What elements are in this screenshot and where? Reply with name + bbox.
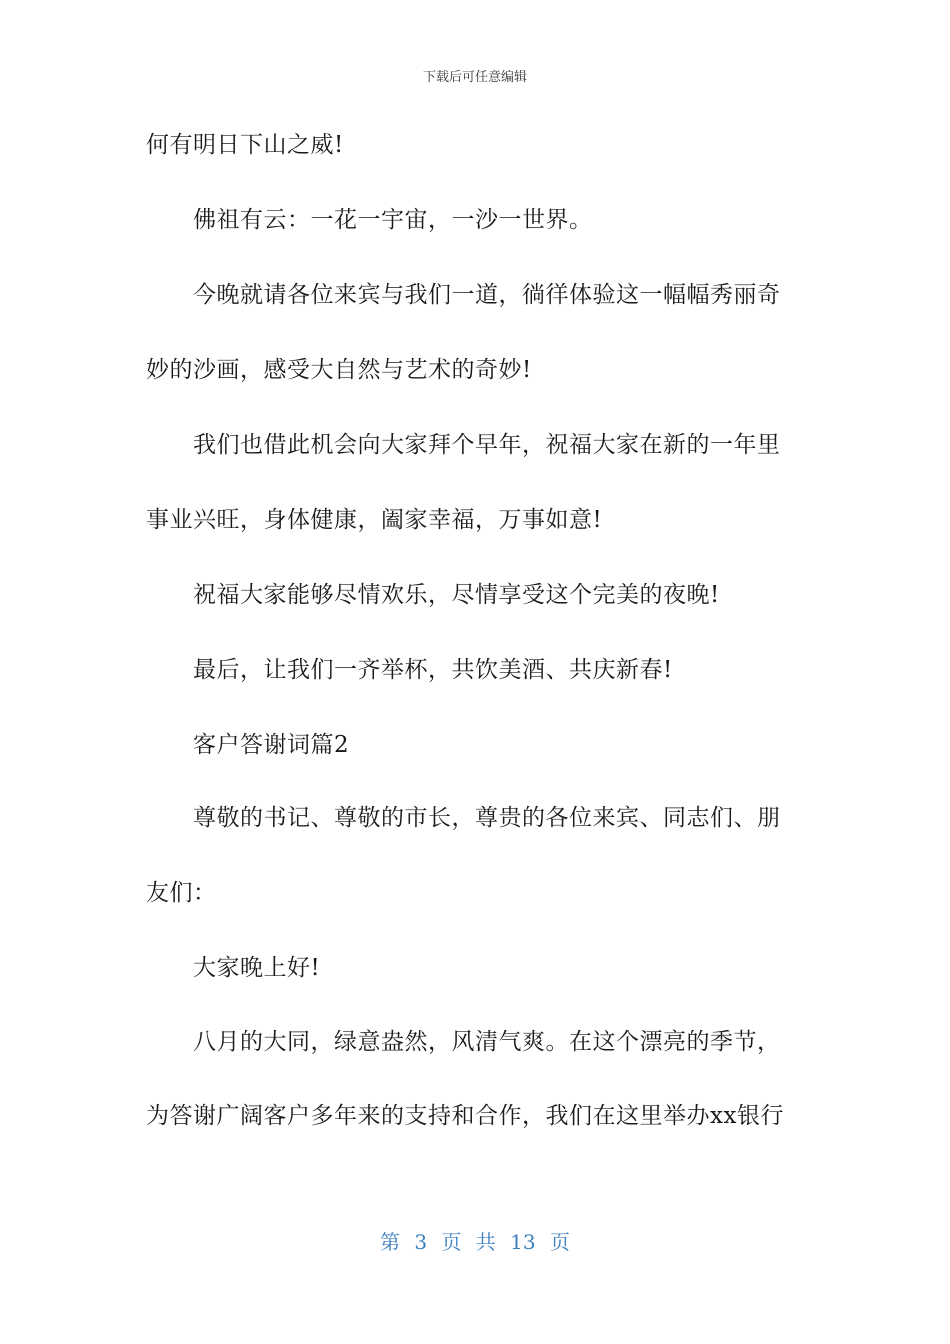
section-heading: 客户答谢词篇2: [193, 732, 350, 758]
text-line: 佛祖有云：一花一宇宙，一沙一世界。: [193, 207, 593, 233]
text-line: 为答谢广阔客户多年来的支持和合作，我们在这里举办xx银行: [146, 1103, 784, 1129]
text-line: 尊敬的书记、尊敬的市长，尊贵的各位来宾、同志们、朋: [193, 805, 781, 831]
text-line: 大家晚上好!: [193, 955, 321, 981]
text-line: 祝福大家能够尽情欢乐，尽情享受这个完美的夜晚!: [193, 582, 720, 608]
page-indicator: 第 3 页 共 13 页: [380, 1230, 570, 1254]
header-note: 下载后可任意编辑: [422, 70, 527, 85]
text-line: 八月的大同，绿意盎然，风清气爽。在这个漂亮的季节，: [193, 1029, 781, 1055]
text-line: 何有明日下山之威!: [146, 132, 344, 158]
text-line: 最后，让我们一齐举杯，共饮美酒、共庆新春!: [193, 657, 673, 683]
text-line: 今晚就请各位来宾与我们一道，徜徉体验这一幅幅秀丽奇: [193, 282, 781, 308]
text-line: 我们也借此机会向大家拜个早年，祝福大家在新的一年里: [193, 432, 781, 458]
text-line: 事业兴旺，身体健康，阖家幸福，万事如意!: [146, 507, 603, 533]
text-line: 友们：: [146, 880, 217, 906]
text-line: 妙的沙画，感受大自然与艺术的奇妙!: [146, 357, 532, 383]
